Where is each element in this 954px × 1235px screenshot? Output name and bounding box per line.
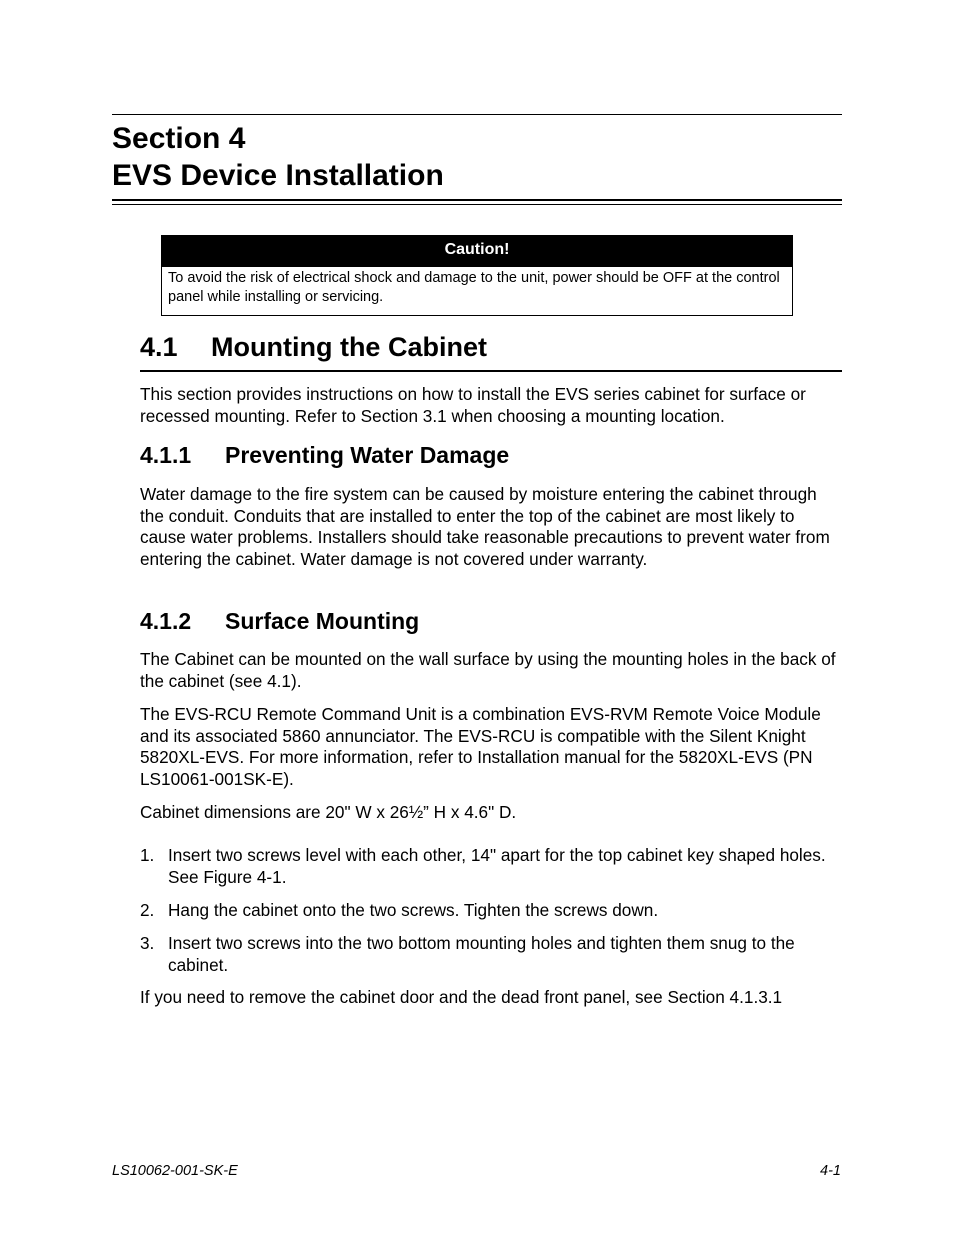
heading-4-1-2-number: 4.1.2 [140,608,192,634]
top-rule [112,114,842,115]
heading-4-1-1 [140,441,509,469]
caution-box [161,235,793,316]
heading-4-1-2 [140,607,419,635]
heading-4-1-title: Mounting the Cabinet [211,332,487,362]
s411-body: Water damage to the fire system can be caused by moisture entering the cabinet through the conduit. Conduits that are installed to enter the top of the cabinet are most likely to cause water problems. Installers should take reasonable precautions to prevent water from entering the cabinet. Water damage is not covered under warranty. [140,484,830,570]
step-2-text: Hang the cabinet onto the two screws. Tighten the screws down. [168,900,659,920]
heading-4-1-number: 4.1 [140,332,178,362]
step-3-text: Insert two screws into the two bottom mounting holes and tighten them snug to the cabinet. [168,933,795,975]
s412-paragraph-2: The EVS-RCU Remote Command Unit is a combination EVS-RVM Remote Voice Module and its associated 5860 annunciator. The EVS-RCU is compatible with the Silent Knight 5820XL-EVS. For more information, refer to Installation manual for the 5820XL-EVS (PN LS10061-001SK-E). [140,704,821,790]
heading-4-1 [140,331,487,363]
step-3 [140,933,842,976]
step-2 [140,900,842,922]
step-1-text: Insert two screws level with each other, 14" apart for the top cabinet key shaped holes. See Figure 4-1. [168,845,826,887]
s412-closing: If you need to remove the cabinet door and the dead front panel, see Section 4.1.3.1 [140,987,783,1007]
caution-heading: Caution! [162,236,792,267]
step-3-number: 3. [140,933,155,953]
heading-4-1-rule [140,370,842,372]
s412-paragraph-3: Cabinet dimensions are 20" W x 26½” H x 4.6" D. [140,802,517,822]
footer-page-number: 4-1 [820,1163,841,1179]
footer-doc-number: LS10062-001-SK-E [112,1163,238,1179]
section-name: EVS Device Installation [112,159,444,192]
s412-paragraph-1: The Cabinet can be mounted on the wall surface by using the mounting holes in the back of the cabinet (see 4.1). [140,649,836,691]
step-2-number: 2. [140,900,155,920]
title-rule-thin [112,204,842,205]
caution-text: To avoid the risk of electrical shock and damage to the unit, power should be OFF at the control panel while installing or servicing. [168,270,780,305]
s41-intro: This section provides instructions on how to install the EVS series cabinet for surface or recessed mounting. Refer to Section 3.1 when choosing a mounting location. [140,384,806,426]
section-number: Section 4 [112,122,246,155]
section-title [112,120,444,194]
step-1 [140,845,842,888]
step-1-number: 1. [140,845,155,865]
title-rule-thick [112,199,842,201]
heading-4-1-1-number: 4.1.1 [140,442,192,468]
heading-4-1-2-title: Surface Mounting [225,608,420,634]
heading-4-1-1-title: Preventing Water Damage [225,442,510,468]
